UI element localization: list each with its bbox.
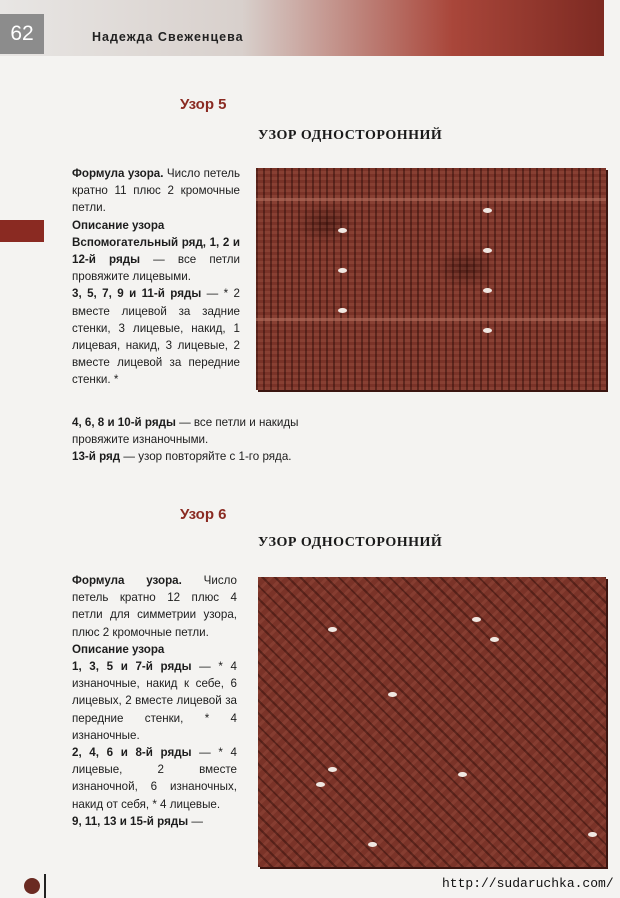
pattern-5-formula-label: Формула узора. bbox=[72, 167, 164, 180]
pattern-5-row-label: 4, 6, 8 и 10-й ряды bbox=[72, 416, 176, 429]
pattern-5-row-text: — * 2 вместе лицевой за задние стенки, 3 лицевые, накид, 1 лицевая, накид, 3 лицевые, 2 вместе лицевой за передние стенки. * bbox=[72, 287, 241, 387]
pattern-6-subtitle: УЗОР ОДНОСТОРОННИЙ bbox=[258, 535, 443, 550]
eyelet bbox=[472, 617, 481, 622]
eyelet bbox=[483, 328, 492, 333]
eyelet bbox=[490, 637, 499, 642]
pattern-6-knit-swatch-photo bbox=[258, 577, 606, 867]
pattern-6-row-label: 2, 4, 6 и 8-й ряды bbox=[72, 746, 192, 760]
eyelet bbox=[458, 772, 467, 777]
pattern-6-row-label: 9, 11, 13 и 15-й ряды bbox=[72, 814, 189, 828]
side-tab-marker bbox=[0, 220, 44, 242]
pattern-5-row-label: 3, 5, 7, 9 и 11-й ряды bbox=[72, 287, 202, 301]
pattern-5-row-text: — узор повторяйте с 1-го ряда. bbox=[120, 450, 292, 464]
ridge bbox=[256, 198, 606, 201]
pattern-6-row-text: — * 4 лицевые, 2 вместе изнаночной, 6 изнаночных, накид от себя, * 4 лицевые. bbox=[72, 746, 237, 811]
eyelet bbox=[483, 248, 492, 253]
pattern-5-title: Узор 5 bbox=[180, 96, 227, 113]
eyelet bbox=[483, 208, 492, 213]
eyelet bbox=[388, 692, 397, 697]
eyelet bbox=[338, 308, 347, 313]
pattern-6-description bbox=[72, 572, 237, 830]
pattern-6-row-text: — bbox=[188, 814, 203, 828]
eyelet bbox=[368, 842, 377, 847]
pattern-5-description-wide bbox=[72, 414, 334, 466]
pattern-6-row-text: — * 4 изнаночные, накид к себе, 6 лицевых, 2 вместе лицевой за передние стенки, * 4 изнаночные. bbox=[72, 660, 237, 742]
corner-ornament bbox=[24, 878, 40, 894]
pattern-6-description-label: Описание узора bbox=[72, 642, 165, 656]
eyelet bbox=[328, 627, 337, 632]
pattern-5-row-label: 13-й ряд bbox=[72, 450, 121, 464]
corner-line bbox=[44, 874, 46, 898]
pattern-5-description-label: Описание узора bbox=[72, 218, 165, 232]
pattern-5-knit-swatch-photo bbox=[256, 168, 606, 390]
eyelet bbox=[316, 782, 325, 787]
pattern-5-row-text: — все петли провяжите лицевыми. bbox=[72, 253, 241, 284]
pattern-6-row-label: 1, 3, 5 и 7-й ряды bbox=[72, 660, 192, 674]
author-name: Надежда Свеженцева bbox=[92, 30, 244, 44]
eyelet bbox=[328, 767, 337, 772]
header-band bbox=[0, 0, 604, 56]
pattern-6-formula-text: Число петель кратно 12 плюс 4 петли для симметрии узора, плюс 2 кромочные петли. bbox=[72, 574, 237, 639]
pattern-5-row-label: Вспомогательный ряд, 1, 2 и 12-й ряды bbox=[72, 235, 240, 267]
pattern-5-subtitle: УЗОР ОДНОСТОРОННИЙ bbox=[258, 128, 443, 143]
eyelet bbox=[338, 228, 347, 233]
watermark-url: http://sudaruchka.com/ bbox=[442, 876, 614, 891]
pattern-6-title: Узор 6 bbox=[180, 506, 227, 523]
ridge bbox=[256, 318, 606, 321]
eyelet bbox=[588, 832, 597, 837]
pattern-5-formula-text: Число петель кратно 11 плюс 2 кромочные петли. bbox=[72, 167, 240, 215]
eyelet bbox=[483, 288, 492, 293]
eyelet bbox=[338, 268, 347, 273]
pattern-6-formula-label: Формула узора. bbox=[72, 574, 182, 587]
pattern-5-row-text: — все петли и накиды провяжите изнаночными. bbox=[72, 416, 299, 447]
page-number: 62 bbox=[0, 14, 44, 54]
pattern-5-description bbox=[72, 165, 240, 389]
